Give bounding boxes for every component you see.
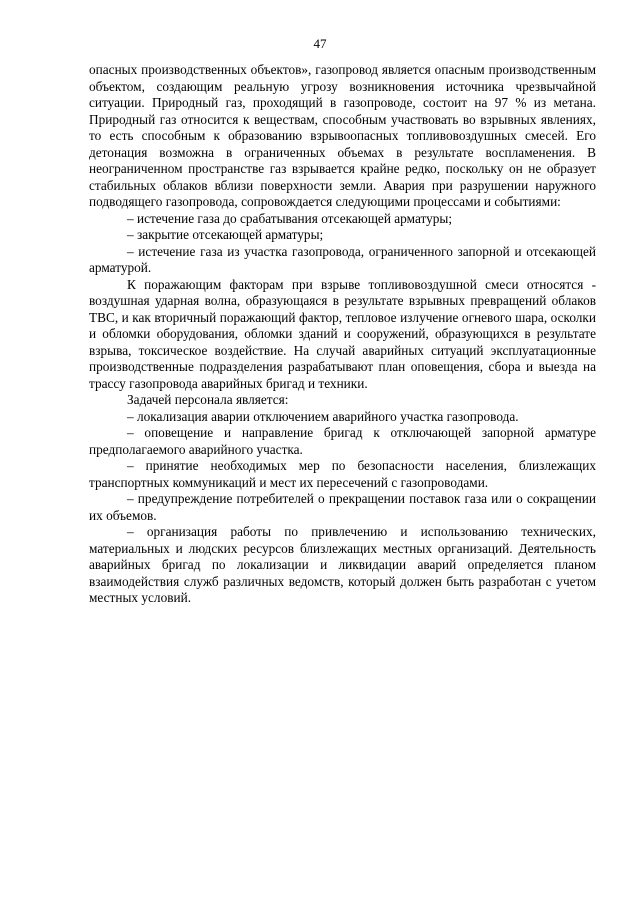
list-item: – локализация аварии отключением аварийного участка газопровода. — [127, 408, 519, 424]
list-item: – истечение газа из участка газопровода, ограниченного запорной и отсекающей арматурой. — [89, 243, 596, 275]
list-item: – принятие необходимых мер по безопасности населения, близлежащих транспортных коммуникаций и мест их пересечений с газопроводами. — [89, 458, 596, 490]
document-body — [89, 62, 596, 607]
list-item: – организация работы по привлечению и использованию технических, материальных и людских ресурсов близлежащих местных организаций. Деятельность аварийных бригад по локализации и ликвидации аварий определяется планом взаимодействия служб различных ведомств, который должен быть разработан с учетом местных условий. — [89, 524, 596, 605]
paragraph: опасных производственных объектов», газопровод является опасным производственным объектом, создающим реальную угрозу возникновения источника чрезвычайной ситуации. Природный газ, проходящий в газопроводе, состоит на 97 % из метана. Природный газ относится к веществам, способным участвовать во взрывных явлениях, то есть способным к образованию взрывоопасных топливовоздушных смесей. Его детонация возможна в ограниченных объемах в результате воспламенения. В неограниченном пространстве газ взрывается крайне редко, поскольку он не образует стабильных облаков вблизи поверхности земли. Авария при разрушении наружного подводящего газопровода, сопровождается следующими процессами и событиями: — [89, 62, 596, 209]
page-number: 47 — [313, 36, 327, 51]
paragraph: Задачей персонала является: — [127, 392, 289, 407]
paragraph: К поражающим факторам при взрыве топливовоздушной смеси относятся - воздушная ударная волна, образующаяся в результате взрывных превращений облаков ТВС, и как вторичный поражающий фактор, тепловое излучение огневого шара, осколки и обломки оборудования, обломки зданий и сооружений, образующихся в результате взрыва, токсическое воздействие. На случай аварийных ситуаций эксплуатационные производственные подразделения разрабатывают план оповещения, сбора и выезда на трассу газопровода аварийных бригад и техники. — [89, 276, 596, 391]
list-item: – оповещение и направление бригад к отключающей запорной арматуре предполагаемого аварийного участка. — [89, 425, 596, 457]
list-item: – предупреждение потребителей о прекращении поставок газа или о сокращении их объемов. — [89, 491, 596, 523]
list-item: – истечение газа до срабатывания отсекающей арматуры; — [127, 210, 453, 226]
list-item: – закрытие отсекающей арматуры; — [127, 227, 324, 242]
